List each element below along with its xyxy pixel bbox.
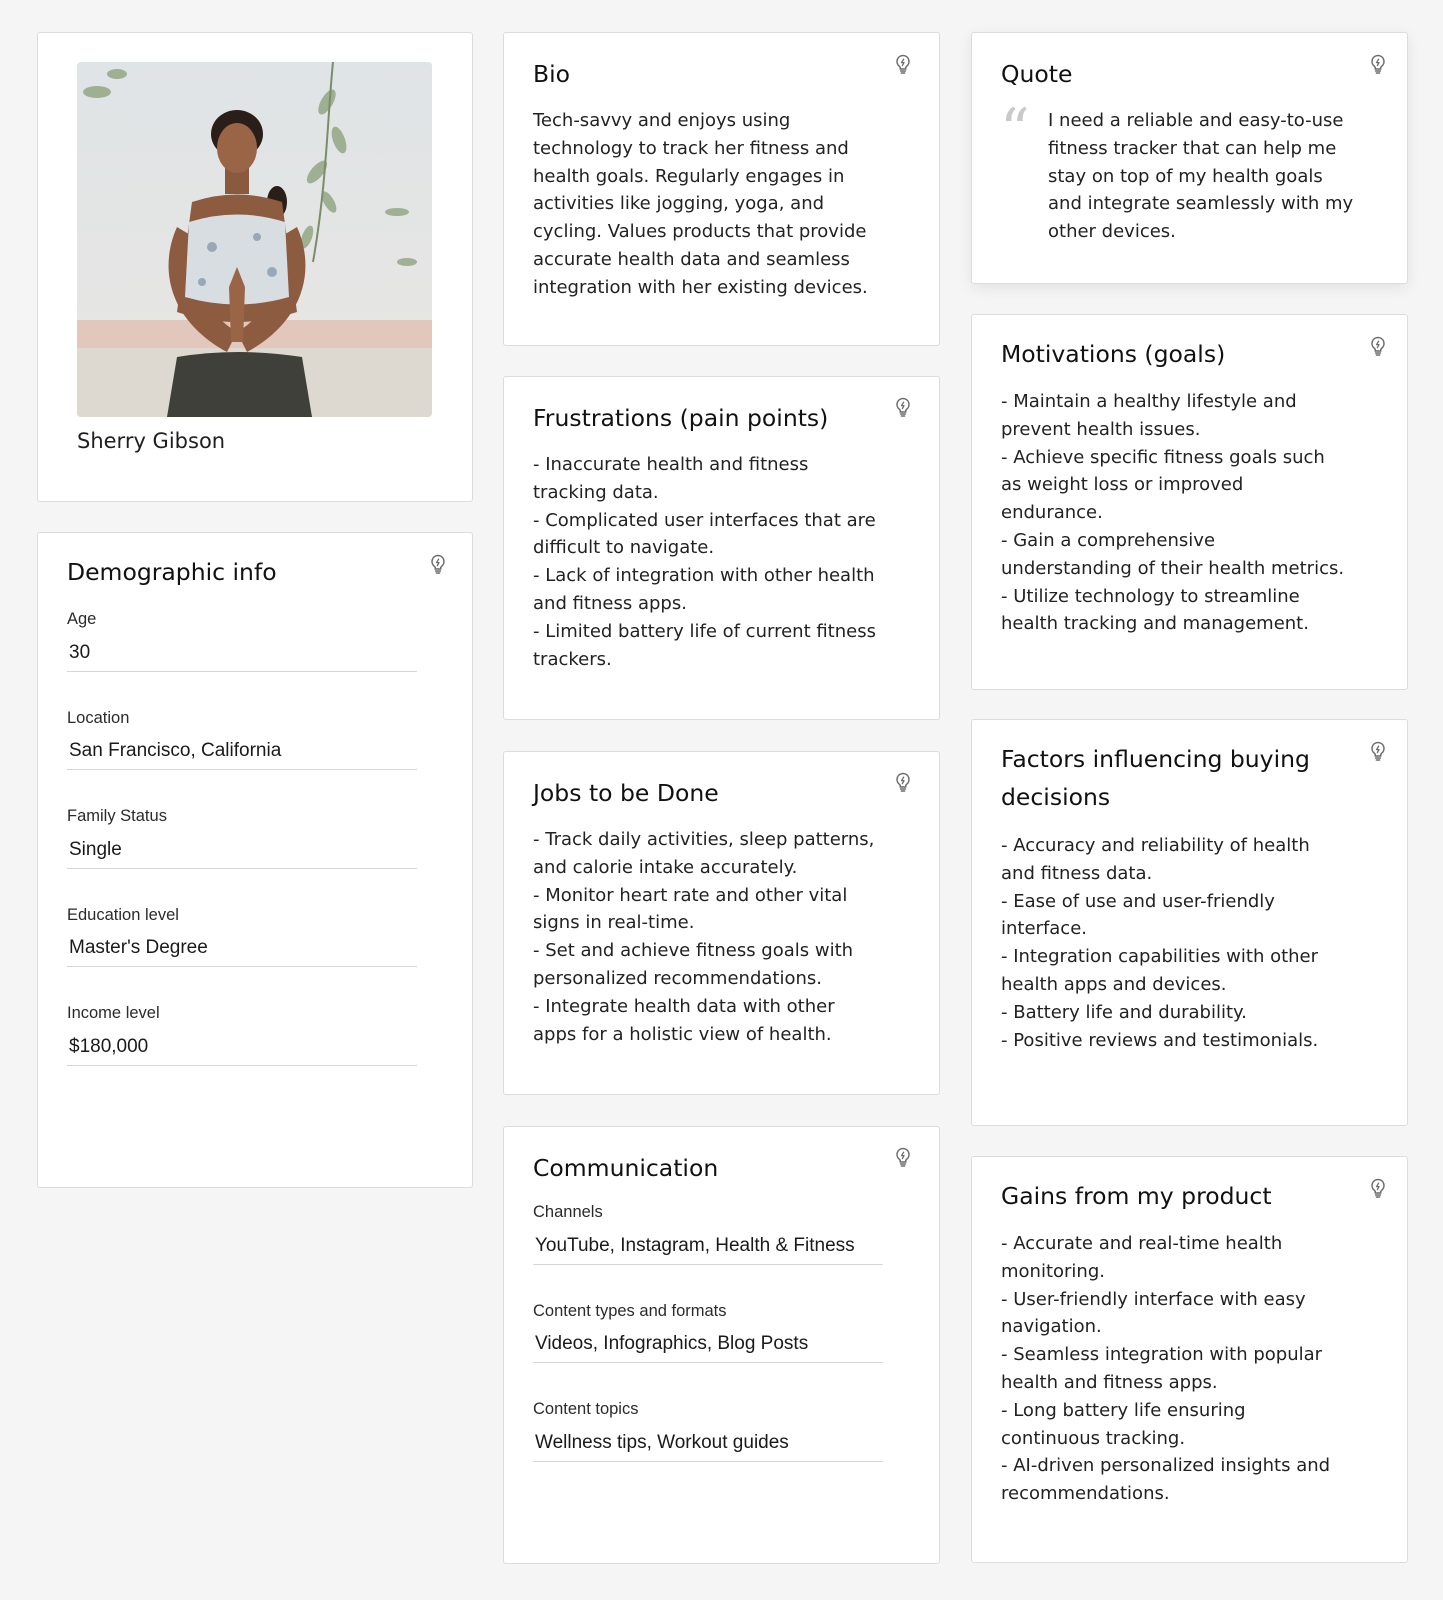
- income-field[interactable]: [67, 1028, 417, 1066]
- quote-text: I need a reliable and easy-to-use fitness tracker that can help me stay on top of my health goals and integrate seamlessly with my other devices.: [1048, 110, 1354, 243]
- communication-title: Communication: [533, 1154, 719, 1182]
- channels-field[interactable]: [533, 1227, 883, 1265]
- persona-name: Sherry Gibson: [77, 429, 226, 453]
- education-label: Education level: [67, 906, 179, 924]
- content-topics-label: Content topics: [533, 1400, 639, 1418]
- age-field[interactable]: [67, 634, 417, 672]
- lightbulb-icon[interactable]: [894, 1147, 912, 1167]
- demographic-title: Demographic info: [67, 558, 277, 586]
- location-label: Location: [67, 709, 130, 727]
- jobs-text: - Track daily activities, sleep patterns, and calorie intake accurately. - Monitor heart rate and other vital signs in real-time. - Set and achieve fitness goals with personalized recommendations. - Integrate health data with other apps for a holistic view of health.: [533, 829, 875, 1045]
- channels-label: Channels: [533, 1203, 603, 1221]
- motivations-text: - Maintain a healthy lifestyle and prevent health issues. - Achieve specific fitness goals such as weight loss or improved endurance. - Gain a comprehensive understanding of their health metrics. - Utilize technology to streamline health tracking and management.: [1001, 391, 1345, 635]
- lightbulb-icon[interactable]: [1369, 1178, 1387, 1198]
- location-field[interactable]: [67, 732, 417, 770]
- factors-text: - Accuracy and reliability of health and fitness data. - Ease of use and user-friendly interface. - Integration capabilities with other health apps and devices. - Battery life and durability. - Positive reviews and testimonials.: [1001, 835, 1319, 1051]
- gains-title: Gains from my product: [1001, 1182, 1272, 1210]
- lightbulb-icon[interactable]: [894, 772, 912, 792]
- profile-card: [37, 32, 473, 502]
- frustrations-card: [503, 376, 940, 720]
- bio-title: Bio: [533, 60, 571, 88]
- quote-title: Quote: [1001, 60, 1073, 88]
- lightbulb-icon[interactable]: [894, 54, 912, 74]
- family-status-field[interactable]: [67, 831, 417, 869]
- content-types-field[interactable]: [533, 1325, 883, 1363]
- content-topics-field[interactable]: [533, 1424, 883, 1462]
- lightbulb-icon[interactable]: [894, 397, 912, 417]
- bio-card: [503, 32, 940, 346]
- age-label: Age: [67, 610, 97, 628]
- gains-card: [971, 1156, 1408, 1563]
- demographic-card: [37, 532, 473, 1188]
- lightbulb-icon[interactable]: [1369, 741, 1387, 761]
- factors-card: [971, 719, 1408, 1126]
- lightbulb-icon[interactable]: [1369, 336, 1387, 356]
- jobs-title: Jobs to be Done: [533, 779, 719, 807]
- jobs-card: [503, 751, 940, 1095]
- content-types-label: Content types and formats: [533, 1302, 727, 1320]
- motivations-card: [971, 314, 1408, 690]
- quote-card: [971, 32, 1408, 284]
- lightbulb-icon[interactable]: [429, 554, 447, 574]
- motivations-title: Motivations (goals): [1001, 340, 1226, 368]
- income-label: Income level: [67, 1004, 160, 1022]
- persona-photo: [77, 62, 432, 417]
- frustrations-text: - Inaccurate health and fitness tracking data. - Complicated user interfaces that are difficult to navigate. - Lack of integration with other health and fitness apps. - Limited battery life of current fitness trackers.: [533, 454, 876, 670]
- gains-text: - Accurate and real-time health monitoring. - User-friendly interface with easy navigation. - Seamless integration with popular health and fitness apps. - Long battery life ensuring continuous tracking. - AI-driven personalized insights and recommendations.: [1001, 1233, 1331, 1505]
- bio-text: Tech-savvy and enjoys using technology to track her fitness and health goals. Regularly engages in activities like jogging, yoga, and cycling. Values products that provide accurate health data and seamless integration with her existing devices.: [533, 110, 868, 298]
- frustrations-title: Frustrations (pain points): [533, 404, 829, 432]
- quote-mark-icon: “: [1000, 96, 1030, 164]
- factors-title: Factors influencing buying decisions: [1001, 745, 1310, 811]
- lightbulb-icon[interactable]: [1369, 54, 1387, 74]
- education-field[interactable]: [67, 929, 417, 967]
- family-status-label: Family Status: [67, 807, 167, 825]
- communication-card: [503, 1126, 940, 1564]
